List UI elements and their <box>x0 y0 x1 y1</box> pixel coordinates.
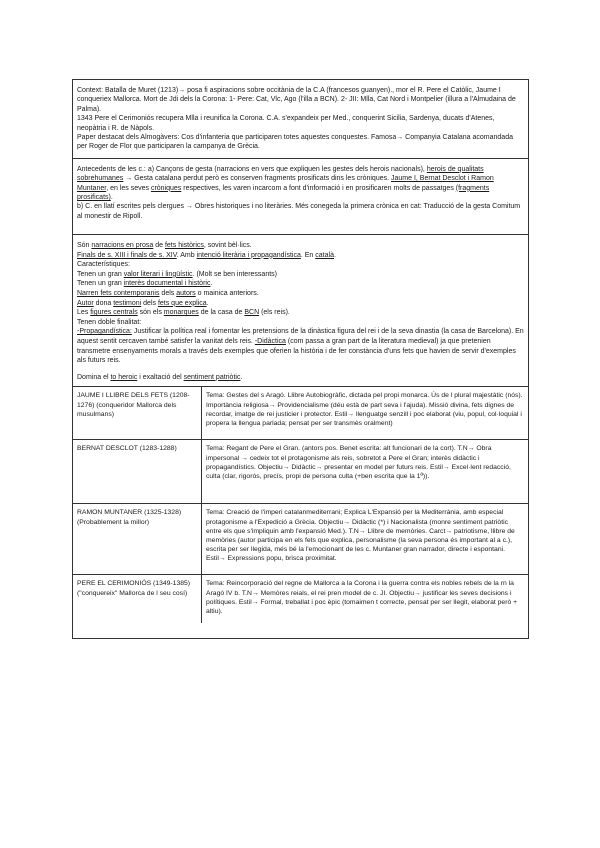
underlined-text: figures centrals <box>90 309 138 317</box>
intro-line <box>77 289 524 299</box>
underlined-text: sentiment patriòtic <box>183 373 241 381</box>
underlined-text: monarques <box>163 309 199 317</box>
underlined-text: to heroic <box>110 373 138 381</box>
text-run: (els reis). <box>259 309 290 317</box>
chronicle-author: PERE EL CERIMONIÓS (1349-1385) ("conquereix" Mallorca de l seu cosí) <box>73 575 202 624</box>
chronicle-author: JAUME I LLIBRE DELS FETS (1208-1276) (conqueridor Mallorca dels musulmans) <box>73 387 202 440</box>
context-paragraph-2: 1343 Pere el Cerimoniós recupera Mlla i reunifica la Corona. C.A. s'expandeix per Med., conquerint Sicilia, Sardenya, ducats d'Atenes, neopàtria i R. de Nàpols. <box>77 115 495 132</box>
text-run: Tenen un gran <box>77 270 124 278</box>
text-run: → Gesta catalana perdut però es conserven fragments prosificats dins les cròniques. <box>123 175 392 183</box>
text-run: i exaltació del <box>137 373 184 381</box>
underlined-text: BCN <box>244 309 260 317</box>
intro-line <box>77 270 524 280</box>
table-row <box>73 504 528 575</box>
intro-line <box>77 241 524 251</box>
chronicles-intro <box>73 235 528 386</box>
text-run: . (Molt se ben interessants) <box>192 270 277 278</box>
text-run: Les <box>77 309 91 317</box>
antecedents-section <box>73 158 528 227</box>
antecedents-paragraph <box>77 165 524 203</box>
text-run: són els <box>137 309 164 317</box>
text-run: . <box>210 280 213 288</box>
underlined-text: fets històrics <box>164 242 204 249</box>
chronicle-author: BERNAT DESCLOT (1283-1288) <box>73 440 202 504</box>
chronicle-description: Tema: Regant de Pere el Gran. (antors pos. Benet escrita: alt funcionari de la cort). T.N→ Obra impersonal → cedeix tot el protagonisme als reis, sobretot a Pere el Gran; interès didàctic i propagandístics. Objectiu→ Didàctic→ presentar en model per futurs reis. Estil→ Excel·lent redacció, culta (clar, rigorós, precís, propi de persona culta (+ben escrita que la 1ª)). <box>202 440 529 504</box>
text-run: o mainica anteriors. <box>195 289 259 297</box>
chronicles-box <box>72 234 529 639</box>
antecedents-b: b) C. en llatí escrites pels clergues → Obres historiques i no literàries. Més conegeda la primera crònica en cat: Traducció de la gesta Comitum al monestir de Ripoll. <box>77 203 521 220</box>
underlined-text: narracions en prosa <box>91 242 154 249</box>
underlined-text: -Didàctica <box>254 337 286 345</box>
text-run: , en les seves <box>106 184 151 192</box>
underlined-text: interès documental i històric <box>123 280 211 288</box>
intro-line <box>77 279 524 289</box>
text-run: . <box>333 251 336 259</box>
text-run: dels <box>159 289 177 297</box>
intro-line <box>77 299 524 309</box>
intro-line <box>77 308 524 318</box>
context-section <box>73 80 528 158</box>
underlined-text: cròniques <box>150 184 182 192</box>
text-run: Tenen un gran <box>77 280 124 288</box>
text-run: respectives, les varen incarcom a font d'informació i en prosificaren molts de passatges <box>181 184 456 192</box>
underlined-text: -Propagandística: <box>77 328 132 336</box>
text-run: de la casa de <box>198 309 245 317</box>
text-run: . <box>110 194 113 202</box>
intro-line: Tenen doble finalitat: <box>77 318 142 326</box>
text-run: dels <box>141 299 158 307</box>
text-run: Antecedents de les c.: a) Cançons de gesta (narracions en vers que expliquen les gestes dels herois nacionals), <box>77 165 427 173</box>
text-run: Domina el <box>77 373 111 381</box>
chronicle-author: RAMON MUNTANER (1325-1328) (Probablement la millor) <box>73 504 202 575</box>
intro-line: Característiques: <box>77 261 130 269</box>
text-run: Justificar la política real i fomentar les pretensions de la dinàstica figura del rei i de la seva dinastia (la casa de Barcelona). En aquest sentit cercaven també satisfer la vanitat dels reis. <box>77 328 524 345</box>
text-run: . <box>206 299 209 307</box>
text-run: . Amb <box>176 251 197 259</box>
underlined-text: Finals de s. XIII i finals de s. XIV <box>77 251 177 259</box>
underlined-text: fets que explica <box>157 299 207 307</box>
table-row <box>73 440 528 504</box>
chronicles-table <box>73 386 528 623</box>
context-paragraph-3: Paper destacat dels Almogàvers: Cos d'infanteria que participaren totes aquestes conquestes. Famosa→ Companyia Catalana acomandada per Roger de Flor que participaren la campanya de Grècia. <box>77 134 513 151</box>
chronicle-description: Tema: Reincorporació del regne de Mallorca a la Corona i la guerra contra els nobles rebels de la rn la Aragó IV b. T.N→ Memòres reials, el rei pren model de c. JI. Objectiu→ justificar les seves decisions i polítiques. Estil→ Formal, treballat i poc èpic (tomaimen t correcte, pensat per ser llegit, elaborat però + altiu). <box>202 575 529 624</box>
underlined-text: valor literari i lingüístic <box>123 270 193 278</box>
underlined-text: Jaume I, Bernat Desclot i Ramon Muntaner <box>77 175 494 192</box>
text-run: . En <box>300 251 316 259</box>
underlined-text: Narren fets contemporanis <box>77 289 160 297</box>
text-run: Són <box>77 242 92 249</box>
underlined-text: herois de qualitats sobrehumanes <box>77 165 484 183</box>
text-run: de <box>153 242 165 249</box>
context-box <box>72 79 529 235</box>
underlined-text: català <box>315 251 334 259</box>
intro-line <box>77 373 524 383</box>
table-row <box>73 575 528 624</box>
text-run: dona <box>93 299 114 307</box>
chronicle-description: Tema: Creació de l'imperi catalanmediterrani; Explica L'Expansió per la Mediterrània, amb especial protagonisme a l'Expedició a Grècia. Objectiu→ Didàctic (*) i Nacionalista (monre sentiment patriòtic entre els que s'impliquin amb l'expansió Med.). T.N→ Llibre de memòries. Carct→ patriotisme, llibre de memòries (autor participa en els fets que explica, personalisme (la seva persona és important al a c.), escrita per ser llegida, més bé la l'emocionant de les c. Muntaner gran narrador, directe i espontani. Estil→ Expressions popu, brisca proximitat. <box>202 504 529 575</box>
underlined-text: autors <box>176 289 196 297</box>
underlined-text: Autor <box>77 299 94 307</box>
spacer <box>77 366 524 373</box>
context-paragraph-1: Context: Batalla de Muret (1213)→ posa fi aspiracions sobre occitània de la C.A (francesos guanyen)., mor el R. Pere el Catòlic, Jaume I conqueriex Mallorca. Mort de Jdi dels la Corona: 1- Pere: Cat, Vlc, Ago (l'illa a BCN). 2- JII: Mlla, Cat Nord i Montpelier (illura a l'Almudaina de Palma). <box>77 87 516 113</box>
intro-line <box>77 327 524 365</box>
table-row <box>73 387 528 440</box>
underlined-text: intenció literària i propagandística <box>196 251 301 259</box>
text-run: . <box>240 373 243 381</box>
underlined-text: testimoni <box>113 299 142 307</box>
intro-line <box>77 251 524 261</box>
underlined-text: (fragments prosificats) <box>77 184 490 202</box>
text-run: , sovint bèl·lics. <box>203 242 252 249</box>
text-run: (com passa a gran part de la literatura medieval) ja que pretenien transmetre ensenyaments morals a través dels exemples que oferien la història i de fer constància d'uns fets que havien de servir d'exemples als futurs reis. <box>77 337 516 365</box>
chronicle-description: Tema: Gestes del s Aragó. Llibre Autobiogràfic, dictada pel propi monarca. Ús de l plural majestàtic (nós). Importància religiosa→ Providencialisme (déu està de part seva i l'ajuda). Missió divina, fets dignes de recordar, imatge de rei justicier i protector. Estil→ llenguatge senzill i poc elaborat (viu, popul, col·loquial i propera la llengua parlada; pensat per ser transmès oralment) <box>202 387 529 440</box>
